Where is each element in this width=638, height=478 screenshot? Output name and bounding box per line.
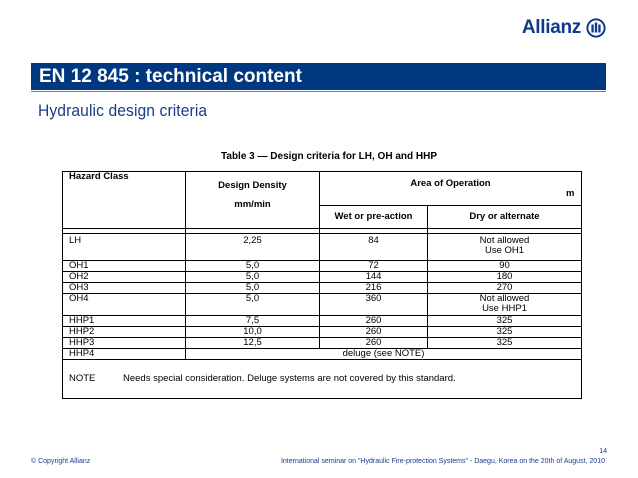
cell-dry	[428, 294, 582, 316]
table-row	[63, 283, 582, 294]
table-row	[63, 261, 582, 272]
table-row	[63, 234, 582, 261]
cell-dry-line2: Use OH1	[484, 245, 525, 256]
allianz-logo	[522, 17, 606, 39]
cell-dry-line1: Not allowed	[479, 235, 530, 246]
cell-hazard: HHP1	[63, 316, 186, 327]
table-note	[63, 360, 582, 399]
header-area-label: Area of Operation	[410, 178, 491, 189]
header-hazard-class	[63, 172, 186, 229]
table-row-hhp4	[63, 349, 582, 360]
cell-density: 5,0	[186, 294, 320, 316]
cell-dry-line2: Use HHP1	[482, 303, 527, 314]
cell-dry	[428, 234, 582, 261]
table-note-row	[63, 360, 582, 399]
note-label: NOTE	[69, 373, 96, 384]
cell-dry: 325	[428, 327, 582, 338]
allianz-eagle-icon	[586, 18, 606, 38]
page-number: 14	[599, 448, 607, 455]
cell-hazard: HHP4	[63, 349, 186, 360]
header-density-unit: mm/min	[234, 199, 271, 210]
header-area-of-operation	[320, 172, 582, 206]
slide-subtitle: Hydraulic design criteria	[38, 101, 208, 120]
header-design-density-label: Design Density	[218, 180, 287, 191]
cell-hazard: HHP3	[63, 338, 186, 349]
cell-density: 7,5	[186, 316, 320, 327]
title-divider	[31, 91, 606, 92]
table-caption-text: Table 3 — Design criteria for LH, OH and HHP	[221, 151, 437, 162]
cell-wet: 260	[320, 338, 428, 349]
cell-wet: 144	[320, 272, 428, 283]
cell-wet: 260	[320, 327, 428, 338]
cell-density: 5,0	[186, 261, 320, 272]
cell-hazard: HHP2	[63, 327, 186, 338]
cell-wet: 260	[320, 316, 428, 327]
header-hazard-class-label: Hazard Class	[69, 171, 129, 182]
cell-density: 5,0	[186, 272, 320, 283]
cell-deluge: deluge (see NOTE)	[186, 349, 582, 360]
footer-copyright: © Copyright Allianz	[31, 458, 91, 465]
cell-density: 2,25	[186, 234, 320, 261]
cell-dry: 270	[428, 283, 582, 294]
header-area-unit: m	[566, 188, 575, 199]
table-row	[63, 272, 582, 283]
table-caption	[0, 151, 638, 162]
cell-wet: 84	[320, 234, 428, 261]
design-criteria-table	[62, 171, 582, 399]
footer-event: International seminar on "Hydraulic Fire-protection Systems" - Daegu, Korea on the 20th of August, 2010	[280, 458, 605, 465]
cell-wet: 72	[320, 261, 428, 272]
header-design-density	[186, 172, 320, 229]
cell-density: 10,0	[186, 327, 320, 338]
note-text: Needs special consideration. Deluge systems are not covered by this standard.	[123, 373, 456, 384]
cell-hazard: OH4	[63, 294, 186, 316]
cell-density: 5,0	[186, 283, 320, 294]
cell-wet: 216	[320, 283, 428, 294]
header-wet: Wet or pre-action	[320, 206, 428, 229]
cell-dry: 180	[428, 272, 582, 283]
cell-wet: 360	[320, 294, 428, 316]
cell-hazard: LH	[63, 234, 186, 261]
logo-wordmark: Allianz	[521, 17, 581, 38]
table-row	[63, 327, 582, 338]
cell-dry-line1: Not allowed	[479, 293, 530, 304]
cell-dry: 325	[428, 338, 582, 349]
slide-title: EN 12 845 : technical content	[31, 63, 606, 90]
header-dry: Dry or alternate	[428, 206, 582, 229]
cell-density: 12,5	[186, 338, 320, 349]
cell-hazard: OH2	[63, 272, 186, 283]
table-header-row	[63, 172, 582, 206]
table-row	[63, 338, 582, 349]
cell-dry: 325	[428, 316, 582, 327]
cell-dry: 90	[428, 261, 582, 272]
table-row	[63, 316, 582, 327]
cell-hazard: OH3	[63, 283, 186, 294]
cell-hazard: OH1	[63, 261, 186, 272]
table-row	[63, 294, 582, 316]
